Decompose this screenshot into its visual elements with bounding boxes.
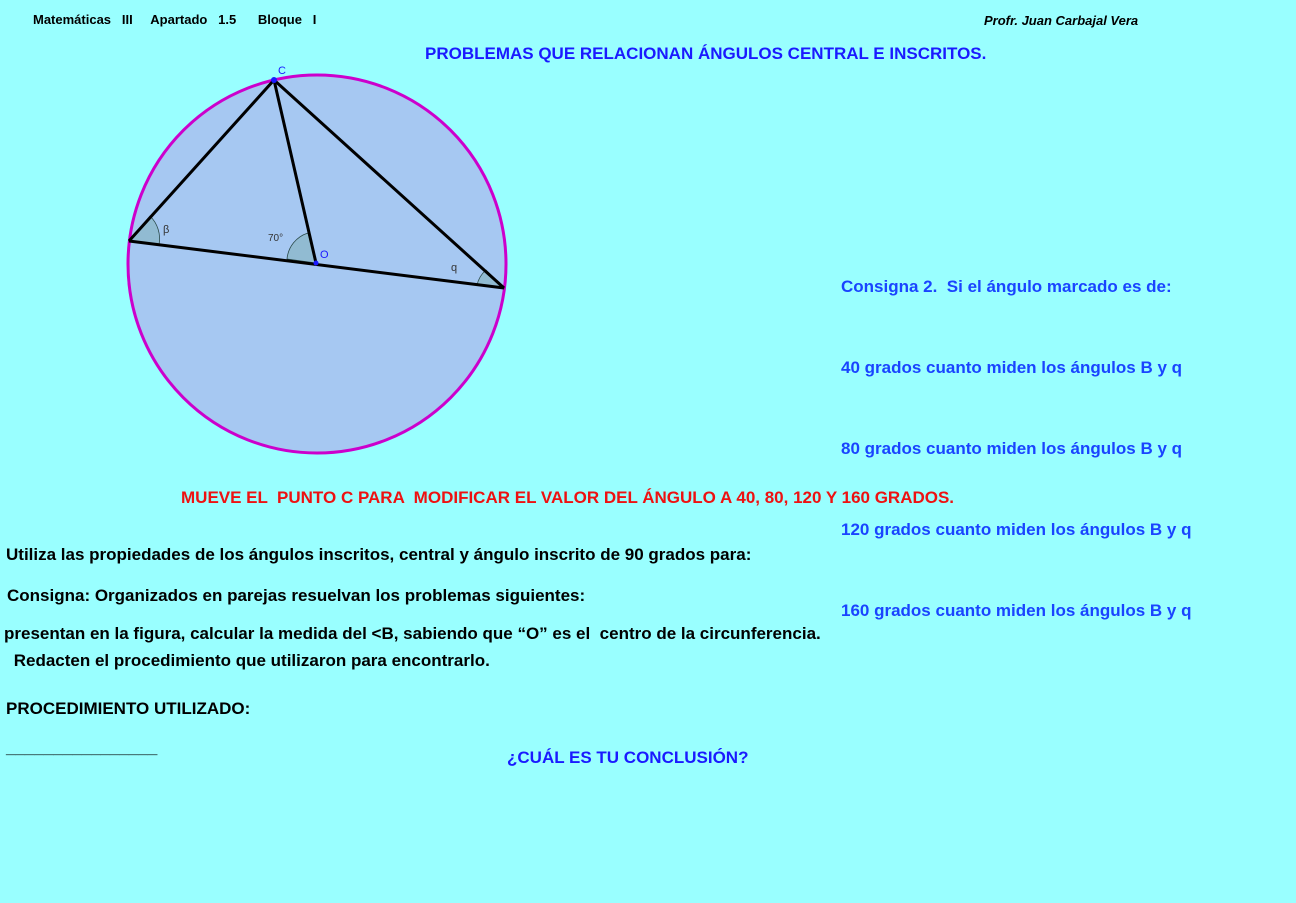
consigna-2-line: 160 grados cuanto miden los ángulos B y q (841, 601, 1192, 620)
point-c-label: C (278, 65, 286, 77)
conclusion-prompt: ¿CUÁL ES TU CONCLUSIÓN? (507, 748, 749, 767)
procedure-label: PROCEDIMIENTO UTILIZADO: (6, 699, 251, 718)
angle-q-label: q (451, 262, 458, 274)
geometry-figure (0, 0, 620, 470)
move-point-instruction: MUEVE EL PUNTO C PARA MODIFICAR EL VALOR DEL ÁNGULO A 40, 80, 120 Y 160 GRADOS. (181, 488, 955, 507)
angle-beta-label: β (163, 224, 170, 236)
body-line-consigna: Consigna: Organizados en parejas resuelvan los problemas siguientes: (7, 586, 586, 605)
consigna-2-line: 120 grados cuanto miden los ángulos B y q (841, 520, 1192, 539)
point-c[interactable] (271, 77, 277, 83)
consigna-2-line: 40 grados cuanto miden los ángulos B y q (841, 358, 1183, 377)
consigna-2-block (841, 219, 1191, 651)
answer-line: ________________ (6, 738, 158, 757)
point-o-label: O (320, 249, 329, 261)
consigna-2-line: Consigna 2. Si el ángulo marcado es de: (841, 277, 1172, 296)
angle-central-label: 70° (268, 233, 284, 244)
body-line-problem: presentan en la figura, calcular la medida del <B, sabiendo que “O” es el centro de la circunferencia. (4, 624, 821, 643)
header-course-info: Matemáticas III Apartado 1.5 Bloque I (33, 12, 317, 27)
page-title: PROBLEMAS QUE RELACIONAN ÁNGULOS CENTRAL E INSCRITOS. (425, 44, 987, 63)
header-author: Profr. Juan Carbajal Vera (984, 13, 1139, 28)
point-o (314, 261, 319, 266)
body-line-properties: Utiliza las propiedades de los ángulos inscritos, central y ángulo inscrito de 90 grados para: (6, 545, 752, 564)
body-line-redacten: Redacten el procedimiento que utilizaron para encontrarlo. (9, 651, 490, 670)
consigna-2-line: 80 grados cuanto miden los ángulos B y q (841, 439, 1183, 458)
